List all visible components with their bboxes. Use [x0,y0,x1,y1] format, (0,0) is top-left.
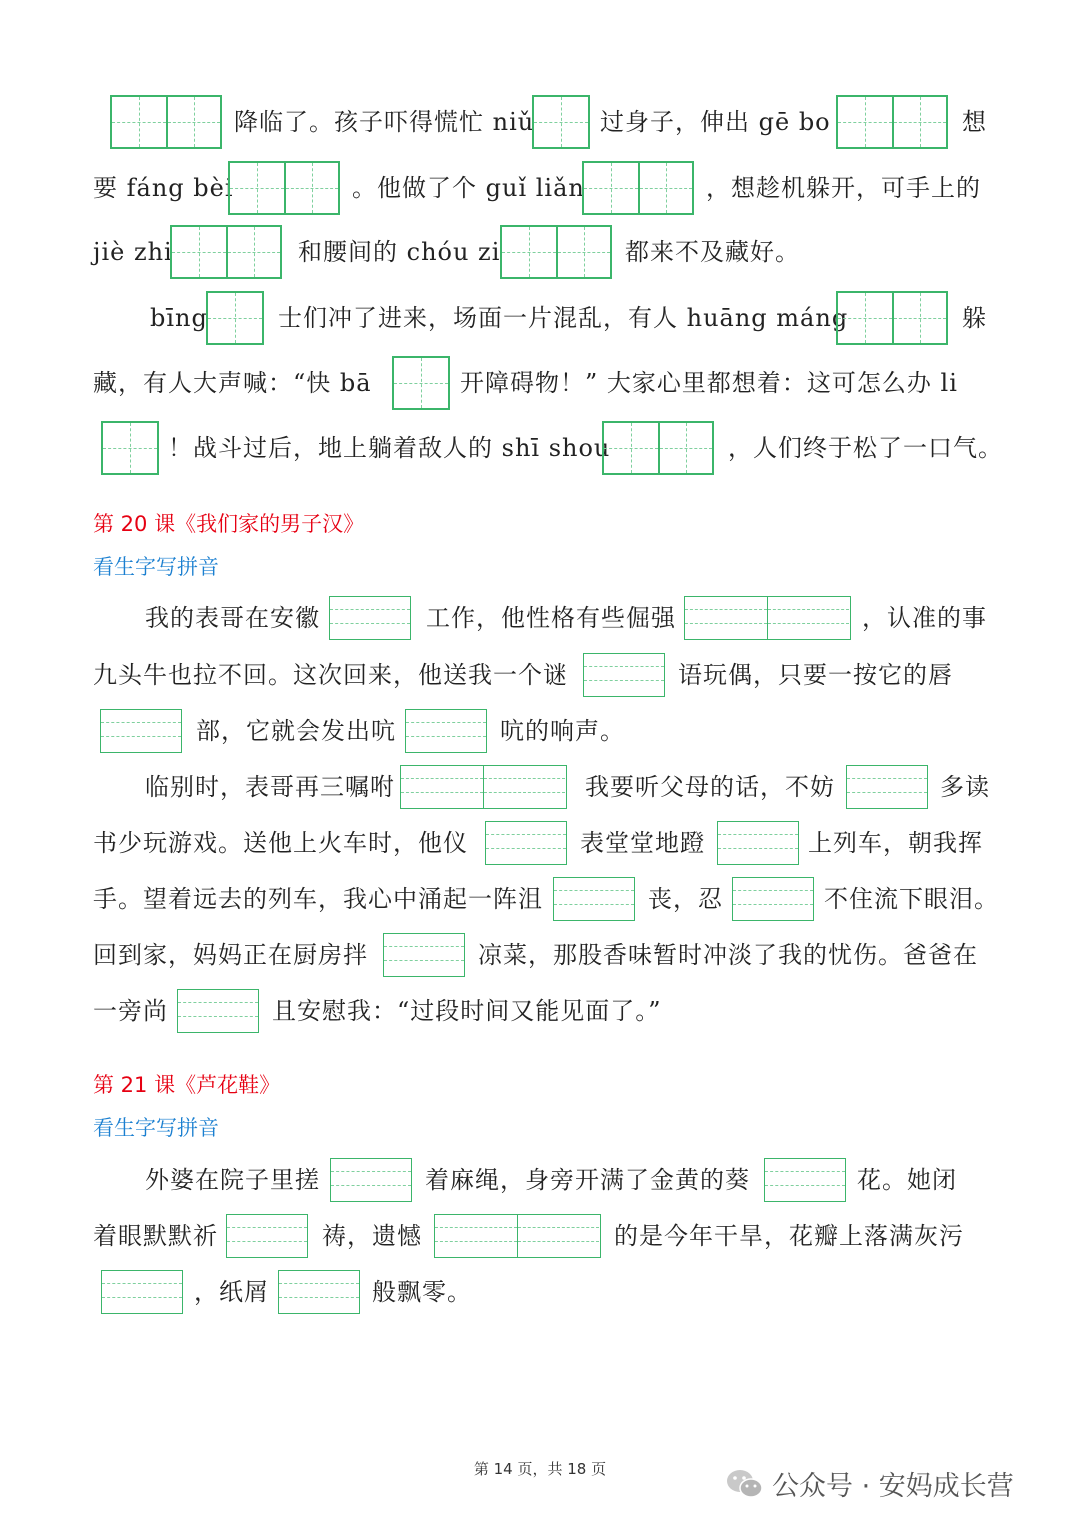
sentence-text: 藏，有人大声喊：“快 bā [93,369,372,397]
lesson-20-subtitle: 看生字写拼音 [93,555,219,579]
sentence-text: ，人们终于松了一口气。 [728,434,1003,462]
pinyin-line-box[interactable] [717,821,799,865]
sentence-text: 多读 [940,773,990,801]
pinyin-grid-box[interactable] [170,225,282,279]
pinyin-grid-box[interactable] [110,95,222,149]
sentence-text: 部，它就会发出吭 [196,717,396,745]
pinyin-line-box[interactable] [383,933,465,977]
sentence-text: jiè zhi [93,238,173,266]
sentence-text: 我要听父母的话，不妨 [585,773,835,801]
pinyin-grid-box[interactable] [101,421,159,475]
pinyin-line-box[interactable] [434,1214,601,1258]
sentence-text: 和腰间的 chóu zi [298,238,501,266]
sentence-text: 着麻绳，身旁开满了金黄的葵 [425,1166,750,1194]
pinyin-line-box[interactable] [732,877,814,921]
sentence-text: 我的表哥在安徽 [145,604,320,632]
sentence-text: 要 fáng bèi [93,174,234,202]
page-number: 第 14 页，共 18 页 [473,1460,607,1478]
pinyin-line-box[interactable] [101,1270,183,1314]
sentence-text: ，认准的事 [862,604,987,632]
sentence-text: 躲 [962,304,987,332]
lesson-20-title: 第 20 课《我们家的男子汉》 [93,512,365,536]
sentence-text: 。他做了个 guǐ liǎn [352,174,585,202]
sentence-text: 上列车，朝我挥 [808,829,983,857]
pinyin-grid-box[interactable] [392,356,450,410]
pinyin-grid-box[interactable] [582,161,694,215]
pinyin-line-box[interactable] [846,765,928,809]
pinyin-line-box[interactable] [583,653,665,697]
pinyin-line-box[interactable] [278,1270,360,1314]
sentence-text: 工作，他性格有些倔强 [426,604,676,632]
sentence-text: 吭的响声。 [500,717,625,745]
pinyin-line-box[interactable] [684,596,851,640]
pinyin-grid-box[interactable] [602,421,714,475]
pinyin-line-box[interactable] [177,989,259,1033]
sentence-text: 都来不及藏好。 [625,238,800,266]
sentence-text: 九头牛也拉不回。这次回来，他送我一个谜 [93,661,568,689]
sentence-text: 祷，遗憾 [322,1222,422,1250]
watermark [726,1464,1014,1503]
pinyin-grid-box[interactable] [836,95,948,149]
sentence-text: 降临了。孩子吓得慌忙 niǔ [234,108,535,136]
sentence-text: 外婆在院子里搓 [145,1166,320,1194]
sentence-text: 临别时，表哥再三嘱咐 [145,773,395,801]
sentence-text: 丧，忍 [648,885,723,913]
sentence-text: ，想趁机躲开，可手上的 [706,174,981,202]
sentence-text: 士们冲了进来，场面一片混乱，有人 huāng máng [278,304,849,332]
watermark-text: 公众号 · 安妈成长营 [772,1471,1014,1502]
sentence-text: bīng [150,304,208,332]
pinyin-line-box[interactable] [764,1158,846,1202]
sentence-text: 表堂堂地蹬 [580,829,705,857]
sentence-text: ，纸屑 [194,1278,269,1306]
sentence-text: 不住流下眼泪。 [824,885,999,913]
pinyin-line-box[interactable] [553,877,635,921]
pinyin-line-box[interactable] [405,709,487,753]
pinyin-line-box[interactable] [485,821,567,865]
pinyin-line-box[interactable] [400,765,567,809]
sentence-text: 且安慰我：“过段时间又能见面了。” [272,997,662,1025]
sentence-text: 着眼默默祈 [93,1222,218,1250]
sentence-text: 般飘零。 [372,1278,472,1306]
lesson-21-subtitle: 看生字写拼音 [93,1116,219,1140]
sentence-text: 的是今年干旱，花瓣上落满灰污 [614,1222,964,1250]
sentence-text: 语玩偶，只要一按它的唇 [678,661,953,689]
sentence-text: 开障碍物！” 大家心里都想着：这可怎么办 li [460,369,958,397]
pinyin-grid-box[interactable] [836,291,948,345]
wechat-icon [726,1468,764,1500]
sentence-text: 一旁尚 [93,997,168,1025]
pinyin-grid-box[interactable] [532,95,590,149]
lesson-21-title: 第 21 课《芦花鞋》 [93,1073,281,1097]
pinyin-grid-box[interactable] [206,291,264,345]
pinyin-grid-box[interactable] [500,225,612,279]
sentence-text: ！战斗过后，地上躺着敌人的 shī shou [168,434,611,462]
sentence-text: 想 [962,108,987,136]
sentence-text: 过身子，伸出 gē bo [600,108,831,136]
sentence-text: 书少玩游戏。送他上火车时，他仪 [93,829,468,857]
sentence-text: 花。她闭 [857,1166,957,1194]
pinyin-line-box[interactable] [226,1214,308,1258]
sentence-text: 回到家，妈妈正在厨房拌 [93,941,368,969]
pinyin-line-box[interactable] [330,1158,412,1202]
pinyin-line-box[interactable] [329,596,411,640]
sentence-text: 手。望着远去的列车，我心中涌起一阵沮 [93,885,543,913]
sentence-text: 凉菜，那股香味暂时冲淡了我的忧伤。爸爸在 [478,941,978,969]
pinyin-line-box[interactable] [100,709,182,753]
pinyin-grid-box[interactable] [228,161,340,215]
